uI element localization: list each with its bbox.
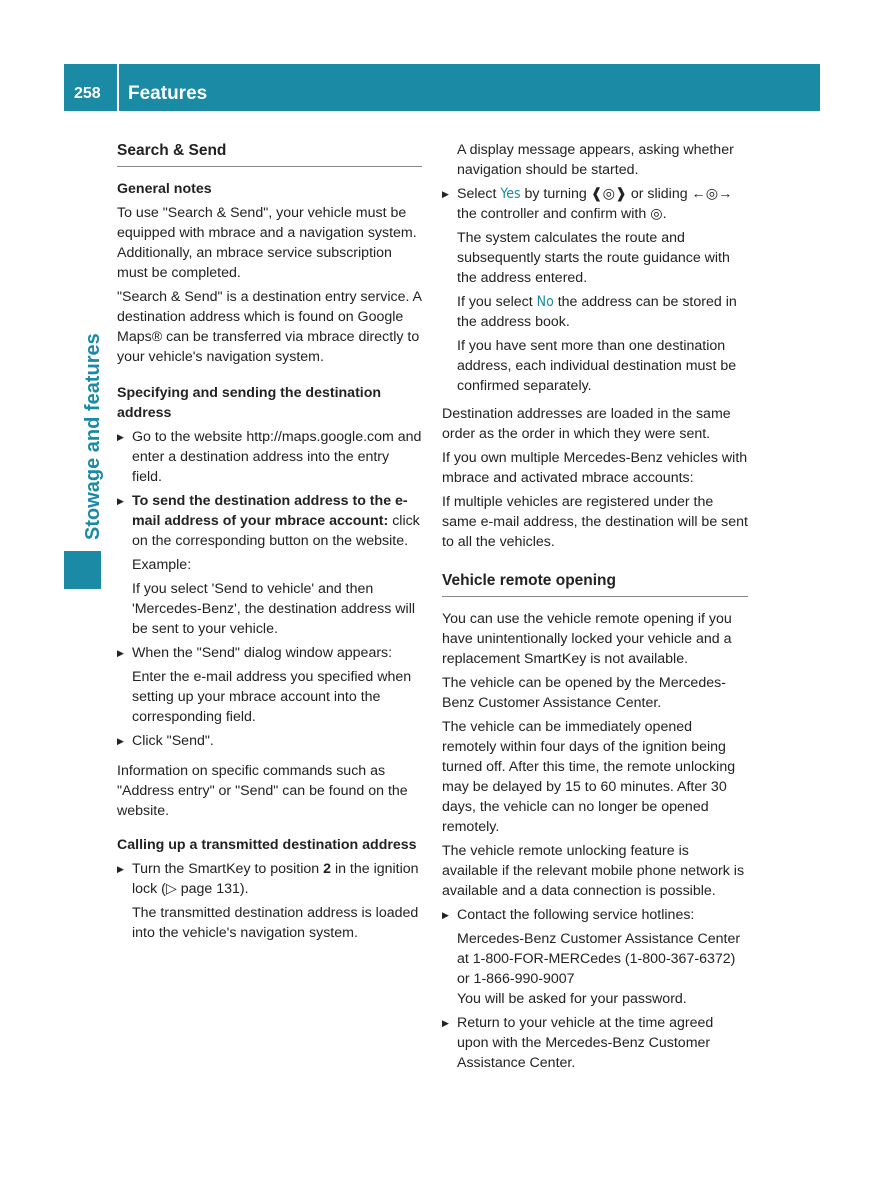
step-text: Turn the SmartKey to position xyxy=(132,861,324,877)
step-bold-text: To send the destination address to the e-mail address of your mbrace account: xyxy=(132,493,408,529)
step-text: If you select xyxy=(457,294,537,310)
step-text: in the ignition lock (▷ page 131). xyxy=(132,861,419,897)
heading-specifying: Specifying and sending the destination address xyxy=(117,385,382,421)
side-tab-marker xyxy=(64,551,101,589)
step-item: ▶ Click "Send". xyxy=(117,731,422,751)
heading-search-send: Search & Send xyxy=(117,140,422,167)
paragraph: The vehicle can be opened by the Mercedes-Benz Customer Assistance Center. xyxy=(442,675,726,711)
step-text: by turning ❰◎❱ or sliding ←◎→ the controller and confirm with ◎. xyxy=(457,186,733,222)
heading-calling-up: Calling up a transmitted destination address xyxy=(117,837,417,853)
paragraph: "Search & Send" is a destination entry service. A destination address which is found on Google Maps® can be transferred via mbrace directly to your vehicle's navigation system. xyxy=(117,289,422,365)
display-message-text: A display message appears, asking whether navigation should be started. xyxy=(457,142,734,178)
display-option-yes: Yes xyxy=(500,186,521,202)
step-detail: The transmitted destination address is loaded into the vehicle's navigation system. xyxy=(132,905,419,941)
step-text: Select xyxy=(457,186,501,202)
example-text: If you select 'Send to vehicle' and then 'Mercedes-Benz', the destination address will be sent to your vehicle. xyxy=(132,581,416,637)
page-header xyxy=(64,64,820,111)
example-label: Example: xyxy=(132,557,192,573)
hotline-detail: Mercedes-Benz Customer Assistance Center at 1-800-FOR-MERCedes (1-800-367-6372) or 1-866-990-9007 xyxy=(457,931,741,987)
display-option-no: No xyxy=(536,294,554,310)
step-item: ▶ Return to your vehicle at the time agreed upon with the Mercedes-Benz Customer Assistance Center. xyxy=(442,1013,748,1073)
step-item: ▶ Contact the following service hotlines: xyxy=(442,905,748,925)
paragraph: To use "Search & Send", your vehicle must be equipped with mbrace and a navigation system. Additionally, an mbrace service subscription must be completed. xyxy=(117,205,417,281)
header-divider xyxy=(117,64,119,111)
paragraph: Destination addresses are loaded in the same order as the order in which they were sent. xyxy=(442,406,731,442)
paragraph: If multiple vehicles are registered under the same e-mail address, the destination will be sent to all the vehicles. xyxy=(442,494,748,550)
step-detail: If you have sent more than one destination address, each individual destination must be confirmed separately. xyxy=(457,338,737,394)
position-number: 2 xyxy=(323,861,331,877)
heading-vehicle-remote-opening: Vehicle remote opening xyxy=(442,570,748,597)
step-item: ▶ Go to the website http://maps.google.com and enter a destination address into the entry field. xyxy=(117,427,422,487)
step-item xyxy=(442,184,748,224)
step-item: ▶ When the "Send" dialog window appears: xyxy=(117,643,422,663)
side-tab xyxy=(64,111,104,589)
paragraph: If you own multiple Mercedes-Benz vehicles with mbrace and activated mbrace accounts: xyxy=(442,450,748,486)
step-detail xyxy=(442,292,748,332)
right-column xyxy=(442,140,748,1077)
spacer xyxy=(117,825,422,835)
paragraph: Information on specific commands such as "Address entry" or "Send" can be found on the website. xyxy=(117,763,408,819)
left-column xyxy=(117,140,422,947)
step-text: the address can be stored in the address book. xyxy=(457,294,737,330)
spacer xyxy=(117,371,422,383)
paragraph: You can use the vehicle remote opening if you have unintentionally locked your vehicle and a replacement SmartKey is not available. xyxy=(442,611,732,667)
heading-general-notes: General notes xyxy=(117,181,212,197)
side-tab-label: Stowage and features xyxy=(82,333,104,540)
paragraph: The vehicle remote unlocking feature is available if the relevant mobile phone network is available and a data connection is possible. xyxy=(442,843,745,899)
hotline-detail: You will be asked for your password. xyxy=(457,991,687,1007)
step-detail: Enter the e-mail address you specified when setting up your mbrace account into the corresponding field. xyxy=(132,669,412,725)
page-number: 258 xyxy=(74,85,101,102)
section-title: Features xyxy=(128,83,208,104)
spacer xyxy=(442,556,748,570)
step-item xyxy=(117,859,422,899)
paragraph: The vehicle can be immediately opened remotely within four days of the ignition being turned off. After this time, the remote unlocking may be delayed by 15 to 60 minutes. After 30 days, the vehicle can no longer be opened remotely. xyxy=(442,719,736,835)
step-item xyxy=(117,491,422,551)
step-detail: The system calculates the route and subsequently starts the route guidance with the address entered. xyxy=(457,230,730,286)
step-text: click on the corresponding button on the website. xyxy=(132,513,420,549)
